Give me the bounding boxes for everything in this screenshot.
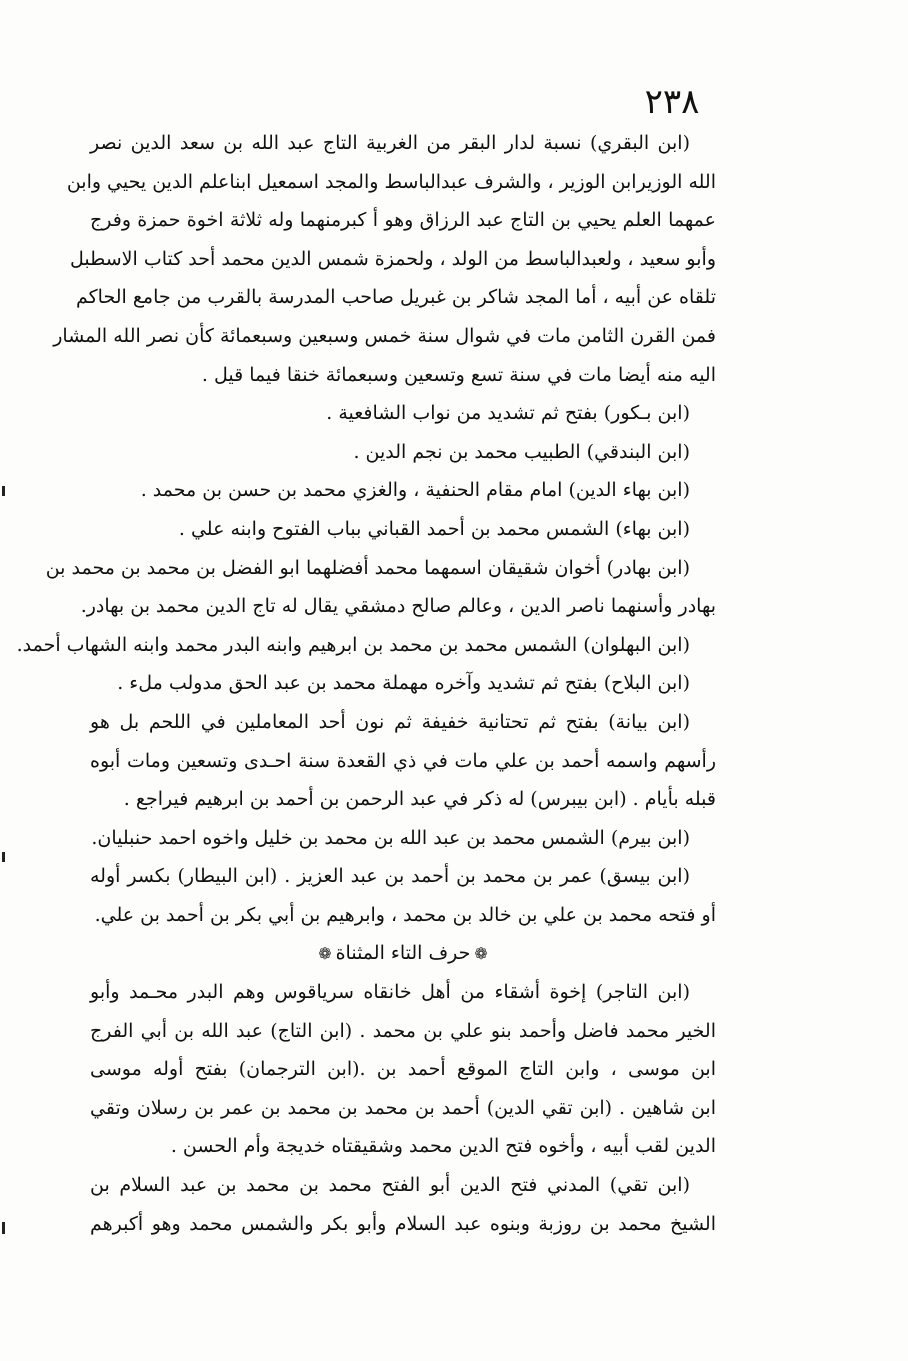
- text-line: (ابن البلاح) بفتح ثم تشديد وآخره مهملة محمد بن عبد الحق مدولب ملء .: [117, 672, 690, 695]
- text-line: (ابن بهاء) الشمس محمد بن أحمد القباني بباب الفتوح وابنه علي .: [178, 517, 690, 540]
- text-line: ابن موسى ، وابن التاج الموقع أحمد بن .(ابن الترجمان) بفتح أوله موسى: [90, 1058, 716, 1081]
- text-line: عمهما العلم يحيي بن التاج عبد الرزاق وهو أ كبرمنهما وله ثلاثة اخوة حمزة وفرج: [90, 209, 716, 232]
- text-line: الدين لقب أبيه ، وأخوه فتح الدين محمد وشقيقتاه خديجة وأم الحسن .: [170, 1135, 716, 1158]
- text-line: (ابن بيسق) عمر بن محمد بن أحمد بن عبد العزيز . (ابن البيطار) بكسر أوله: [90, 865, 690, 888]
- text-line: الخير محمد فاضل وأحمد بنو علي بن محمد . (ابن التاج) عبد الله بن أبي الفرج: [90, 1019, 716, 1042]
- text-line: الله الوزيرابن الوزير ، والشرف عبدالباسط والمجد اسمعيل ابناعلم الدين يحيي وابن: [66, 170, 716, 193]
- page-number: ٢٣٨: [644, 82, 700, 122]
- text-line: (ابن البهلوان) الشمس محمد بن محمد بن ابرهيم وابنه البدر محمد وابنه الشهاب أحمد.: [16, 633, 690, 656]
- text-line: (ابن بهادر) أخوان شقيقان اسمهما محمد أفضلهما ابو الفضل بن محمد بن محمد بن: [45, 556, 690, 579]
- section-heading: [90, 934, 716, 973]
- text-line: (ابن التاجر) إخوة أشقاء من أهل خانقاه سرياقوس وهم البدر محـمد وأبو: [90, 981, 690, 1004]
- section-heading-text: حرف التاء المثناة: [335, 942, 471, 965]
- text-line: وأبو سعيد ، ولعبدالباسط من الولد ، ولحمزة شمس الدين محمد أحد كتاب الاسطبل: [70, 247, 716, 270]
- text-line: رأسهم واسمه أحمد بن علي مات في ذي القعدة سنة احـدى وتسعين ومات أبوه: [90, 749, 716, 772]
- text-line: (ابن بيانة) بفتح ثم تحتانية خفيفة ثم نون أحد المعاملين في اللحم بل هو: [90, 710, 690, 733]
- text-line: (ابن بهاء الدين) امام مقام الحنفية ، والغزي محمد بن حسن بن محمد .: [140, 479, 690, 502]
- text-line: (ابن بـكور) بفتح ثم تشديد من نواب الشافعية .: [326, 402, 690, 425]
- text-line: (ابن بيرم) الشمس محمد بن عبد الله بن محمد بن خليل واخوه احمد حنبليان.: [91, 826, 690, 849]
- text-line: اليه منه أيضا مات في سنة تسع وتسعين وسبعمائة خنقا فيما قيل .: [201, 363, 716, 386]
- text-line: (ابن البندقي) الطبيب محمد بن نجم الدين .: [353, 440, 690, 463]
- ornament-icon: ❁: [474, 944, 488, 964]
- text-line: (ابن تقي) المدني فتح الدين أبو الفتح محمد بن محمد بن عبد السلام بن: [90, 1174, 690, 1197]
- ornament-icon: ❁: [318, 944, 332, 964]
- text-line: (ابن البقري) نسبة لدار البقر من الغربية التاج عبد الله بن سعد الدين نصر: [90, 132, 690, 154]
- scan-edge-mark: [2, 486, 5, 496]
- page-body: [16, 124, 716, 1243]
- text-line: ابن شاهين . (ابن تقي الدين) أحمد بن محمد بن محمد بن عمر بن رسلان وتقي: [90, 1096, 716, 1119]
- text-line: قبله بأيام . (ابن بيبرس) له ذكر في عبد الرحمن بن أحمد بن ابرهيم فيراجع .: [123, 788, 716, 811]
- text-line: تلقاه عن أبيه ، أما المجد شاكر بن غبريل صاحب المدرسة بالقرب من جامع الحاكم: [75, 286, 716, 309]
- scan-edge-mark: [2, 1222, 5, 1234]
- text-line: الشيخ محمد بن روزبة وبنوه عبد السلام وأبو بكر والشمس محمد وهو أكبرهم: [90, 1212, 716, 1235]
- scan-edge-mark: [2, 852, 5, 862]
- text-line: أو فتحه محمد بن علي بن خالد بن محمد ، وابرهيم بن أبي بكر بن أحمد بن علي.: [94, 903, 716, 926]
- text-line: فمن القرن الثامن مات في شوال سنة خمس وسبعين وسبعمائة كأن نصر الله المشار: [53, 324, 716, 347]
- text-line: بهادر وأسنهما ناصر الدين ، وعالم صالح دمشقي يقال له تاج الدين محمد بن بهادر.: [80, 595, 716, 618]
